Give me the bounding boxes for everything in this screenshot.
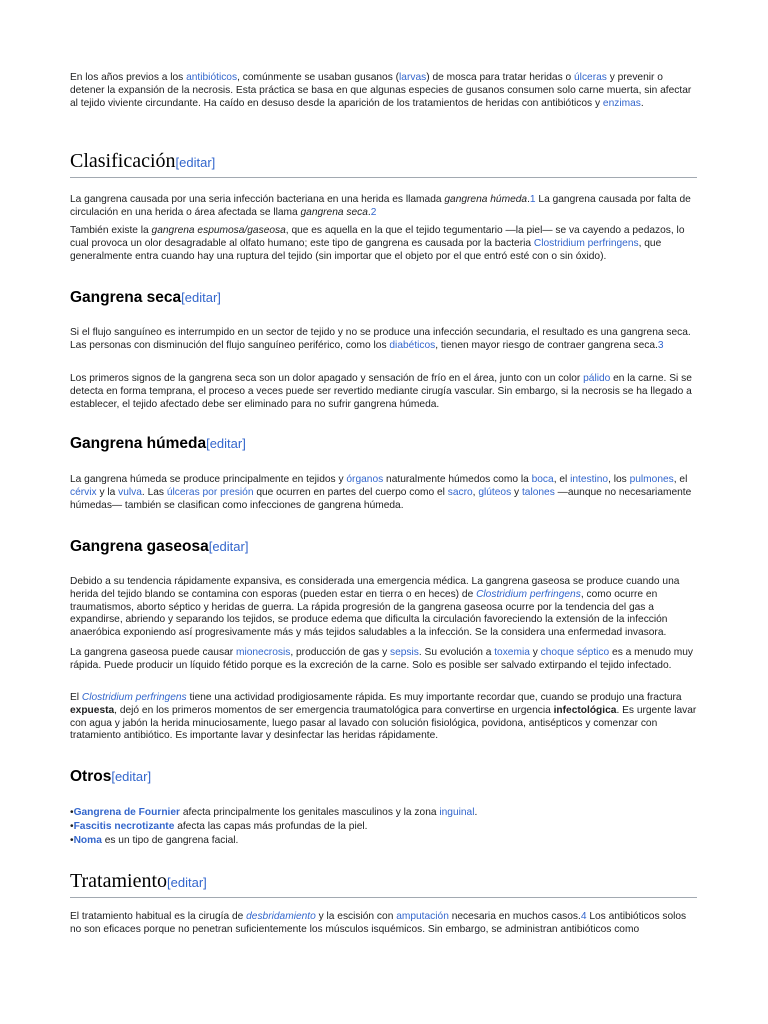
link-vulva[interactable]: vulva: [118, 486, 142, 498]
text: .: [527, 194, 530, 205]
bold-term: infectológica: [553, 704, 617, 716]
humeda-paragraph-1: [70, 474, 700, 512]
text: afecta las capas más profundas de la piel.: [174, 821, 368, 832]
text: , producción de gas y: [290, 647, 390, 658]
intro-paragraph: [70, 72, 700, 110]
text: La gangrena gaseosa puede causar: [70, 647, 236, 658]
link-inguinal[interactable]: inguinal: [439, 807, 475, 818]
text: , el: [673, 474, 688, 485]
text: afecta principalmente los genitales masculinos y la zona: [180, 807, 440, 818]
text: en la carne. Si se detecta en forma temprana, el proceso a veces puede ser revertido mediante cirugía vascular. Sin embargo, si la necrosis se ha llegado a establecer, el tejido afectado debe ser eliminado para no sufrir gangrena húmeda.: [70, 373, 692, 410]
heading-otros: [70, 767, 151, 787]
link-toxemia[interactable]: toxemia: [494, 647, 530, 658]
edit-link[interactable]: [editar]: [208, 539, 249, 554]
heading-gangrena-gaseosa: [70, 537, 248, 557]
link-boca[interactable]: boca: [531, 474, 554, 485]
text: La gangrena húmeda se produce principalmente en tejidos y: [70, 474, 347, 485]
link-mionecrosis[interactable]: mionecrosis: [235, 647, 291, 658]
italic-term: gangrena espumosa/gaseosa: [151, 225, 286, 236]
seca-paragraph-1: [70, 327, 700, 353]
text: y la: [96, 486, 119, 498]
clasificacion-paragraph-2: [70, 225, 700, 263]
text: La gangrena causada por una seria infección bacteriana en una herida es llamada: [70, 194, 445, 205]
text: , el: [553, 474, 571, 485]
link-sacro[interactable]: sacro: [447, 486, 473, 498]
link-intestino[interactable]: intestino: [570, 474, 609, 485]
link-choque-septico[interactable]: choque séptico: [540, 647, 610, 658]
heading-clasificacion: [70, 148, 697, 178]
list-item: [70, 835, 700, 848]
text: El: [70, 692, 82, 703]
italic-term: gangrena seca: [300, 206, 368, 218]
text: y prevenir o detener la expansión de la necrosis. Esta práctica se basa en que algunas especies de gusanos consumen solo carne muerta, sin afectar al tejido viviente circundante. Ha caído en desuso desde la aparición de los tratamientos de heridas con antibióticos y: [70, 72, 692, 109]
link-sepsis[interactable]: sepsis: [390, 647, 419, 658]
seca-paragraph-2: [70, 373, 700, 411]
text: ,: [472, 486, 479, 498]
heading-text: Tratamiento: [70, 870, 168, 892]
list-item: [70, 821, 700, 834]
link-fournier[interactable]: Gangrena de Fournier: [73, 807, 180, 818]
text: Los primeros signos de la gangrena seca son un dolor apagado y sensación de frío en el área, junto con un color: [70, 373, 584, 384]
text: es a menudo muy rápida. Puede producir un líquido fétido porque es la excreción de la carne. Solo es posible ser salvado extirpando el tejido infectado.: [70, 647, 694, 671]
reference-link[interactable]: 1: [529, 194, 536, 205]
heading-gangrena-seca: [70, 288, 221, 308]
gaseosa-paragraph-2: [70, 647, 700, 673]
link-organos[interactable]: órganos: [346, 474, 384, 485]
gaseosa-paragraph-1: [70, 576, 700, 640]
text: Si el flujo sanguíneo es interrumpido en un sector de tejido y no se produce una infección secundaria, el resultado es una gangrena seca. Las personas con disminución del flujo sanguíneo periférico, como los: [70, 327, 691, 351]
text: Los antibióticos solos no son eficaces porque no penetran suficientemente los músculos isquémicos. Sin embargo, se administran antibióticos como: [70, 911, 687, 935]
link-palido[interactable]: pálido: [583, 373, 611, 384]
text: , comúnmente se usaban gusanos (: [237, 72, 400, 83]
list-item: [70, 807, 700, 820]
text: .: [367, 206, 371, 218]
reference-link[interactable]: 4: [580, 911, 587, 922]
reference-link[interactable]: 2: [370, 206, 377, 218]
link-fascitis[interactable]: Fascitis necrotizante: [73, 821, 175, 832]
reference-link[interactable]: 3: [657, 339, 664, 351]
link-gluteos[interactable]: glúteos: [478, 486, 512, 498]
text: Debido a su tendencia rápidamente expansiva, es considerada una emergencia médica. La gangrena gaseosa se produce cuando una herida del tejido blando se contamina con esporas (pueden estar en tierra o en heces) de: [70, 576, 680, 600]
bold-term: expuesta: [70, 704, 115, 716]
text: y: [529, 647, 541, 658]
link-cervix[interactable]: cérvix: [70, 486, 97, 498]
text: .: [474, 807, 478, 818]
edit-link[interactable]: [editar]: [206, 436, 246, 451]
text: y la escisión con: [315, 911, 397, 922]
text: , como ocurre en traumatismos, aborto séptico y heridas de guerra. La rápida progresión de la gangrena gaseosa ocurre por la tendencia del gas a expandirse, abriendo y separando los tejidos, se produce edema que dificulta la circulación favoreciendo la extensión de la infección anaeróbica exponiendo así progresivamente más y más tejidos saludables a la infección. Se la considera una enfermedad invasora.: [70, 588, 668, 639]
text: —aunque no necesariamente húmedas— también se clasifican como infecciones de gangrena húmeda.: [70, 486, 692, 511]
link-clostridium[interactable]: Clostridium perfringens: [81, 692, 187, 703]
heading-text: Gangrena húmeda: [70, 435, 207, 452]
text: También existe la: [70, 225, 152, 236]
text: necesaria en muchos casos.: [448, 911, 581, 922]
link-desbridamiento[interactable]: desbridamiento: [246, 911, 316, 922]
text: , que generalmente entra cuando hay una ruptura del tejido (sin importar que el objeto por el que entró esté con o sin óxido).: [70, 237, 662, 262]
link-amputacion[interactable]: amputación: [396, 911, 449, 922]
tratamiento-paragraph-1: [70, 911, 700, 937]
edit-link[interactable]: [editar]: [111, 769, 152, 784]
gaseosa-paragraph-3: [70, 692, 700, 743]
text: , que es aquella en la que el tejido tegumentario —la piel— se va cayendo a pedazos, lo cual provoca un olor desagradable al olfato humano; este tipo de gangrena es causada por la bacteria: [70, 225, 685, 249]
italic-term: gangrena húmeda: [444, 194, 528, 205]
link-antibioticos[interactable]: antibióticos: [186, 72, 238, 83]
link-noma[interactable]: Noma: [73, 835, 102, 846]
edit-link[interactable]: [editar]: [175, 155, 216, 170]
text: La gangrena causada por falta de circulación en una herida o área afectada se llama: [70, 194, 691, 218]
text: naturalmente húmedos como la: [383, 474, 532, 485]
text: En los años previos a los: [70, 72, 187, 83]
text: tiene una actividad prodigiosamente rápida. Es muy importante recordar que, cuando se produjo una fractura: [186, 692, 682, 703]
text: El tratamiento habitual es la cirugía de: [70, 911, 247, 922]
text: que ocurren en partes del cuerpo como el: [253, 486, 448, 498]
edit-link[interactable]: [editar]: [167, 875, 207, 890]
link-diabeticos[interactable]: diabéticos: [389, 339, 436, 351]
heading-tratamiento: [70, 868, 697, 898]
bullet-icon: •: [70, 807, 74, 818]
heading-text: Otros: [70, 768, 112, 785]
heading-text: Gangrena gaseosa: [70, 538, 209, 555]
heading-text: Clasificación: [70, 150, 176, 172]
text: . Su evolución a: [418, 647, 495, 658]
link-ulceras-por-presion[interactable]: úlceras por presión: [166, 486, 254, 498]
text: . Es urgente lavar con agua y jabón la herida minuciosamente, luego pasar al lavado con solución fisiológica, povidona, antisépticos y comenzar con tratamiento antibiótico. Es importante lavar y desinfectar las heridas rápidamente.: [70, 704, 697, 742]
bullet-icon: •: [70, 835, 74, 846]
link-ulceras[interactable]: úlceras: [574, 72, 607, 83]
text: . Las: [141, 486, 167, 498]
text: .: [640, 97, 644, 109]
text: , los: [608, 474, 630, 485]
heading-gangrena-humeda: [70, 434, 246, 454]
heading-text: Gangrena seca: [70, 289, 182, 306]
text: , dejó en los primeros momentos de ser emergencia traumatológica para convertirse en urgencia: [114, 704, 554, 716]
link-talones[interactable]: talones: [521, 486, 555, 498]
link-clostridium[interactable]: Clostridium perfringens: [476, 588, 581, 600]
edit-link[interactable]: [editar]: [181, 290, 221, 305]
link-pulmones[interactable]: pulmones: [629, 474, 674, 485]
link-enzimas[interactable]: enzimas: [602, 97, 641, 109]
bullet-icon: •: [70, 821, 74, 832]
clasificacion-paragraph-1: [70, 194, 700, 220]
link-larvas[interactable]: larvas: [399, 72, 427, 83]
text: y: [511, 486, 522, 498]
link-clostridium[interactable]: Clostridium perfringens: [533, 237, 639, 249]
text: ) de mosca para tratar heridas o: [426, 72, 575, 83]
text: es un tipo de gangrena facial.: [101, 835, 239, 846]
text: , tienen mayor riesgo de contraer gangrena seca.: [435, 339, 658, 351]
